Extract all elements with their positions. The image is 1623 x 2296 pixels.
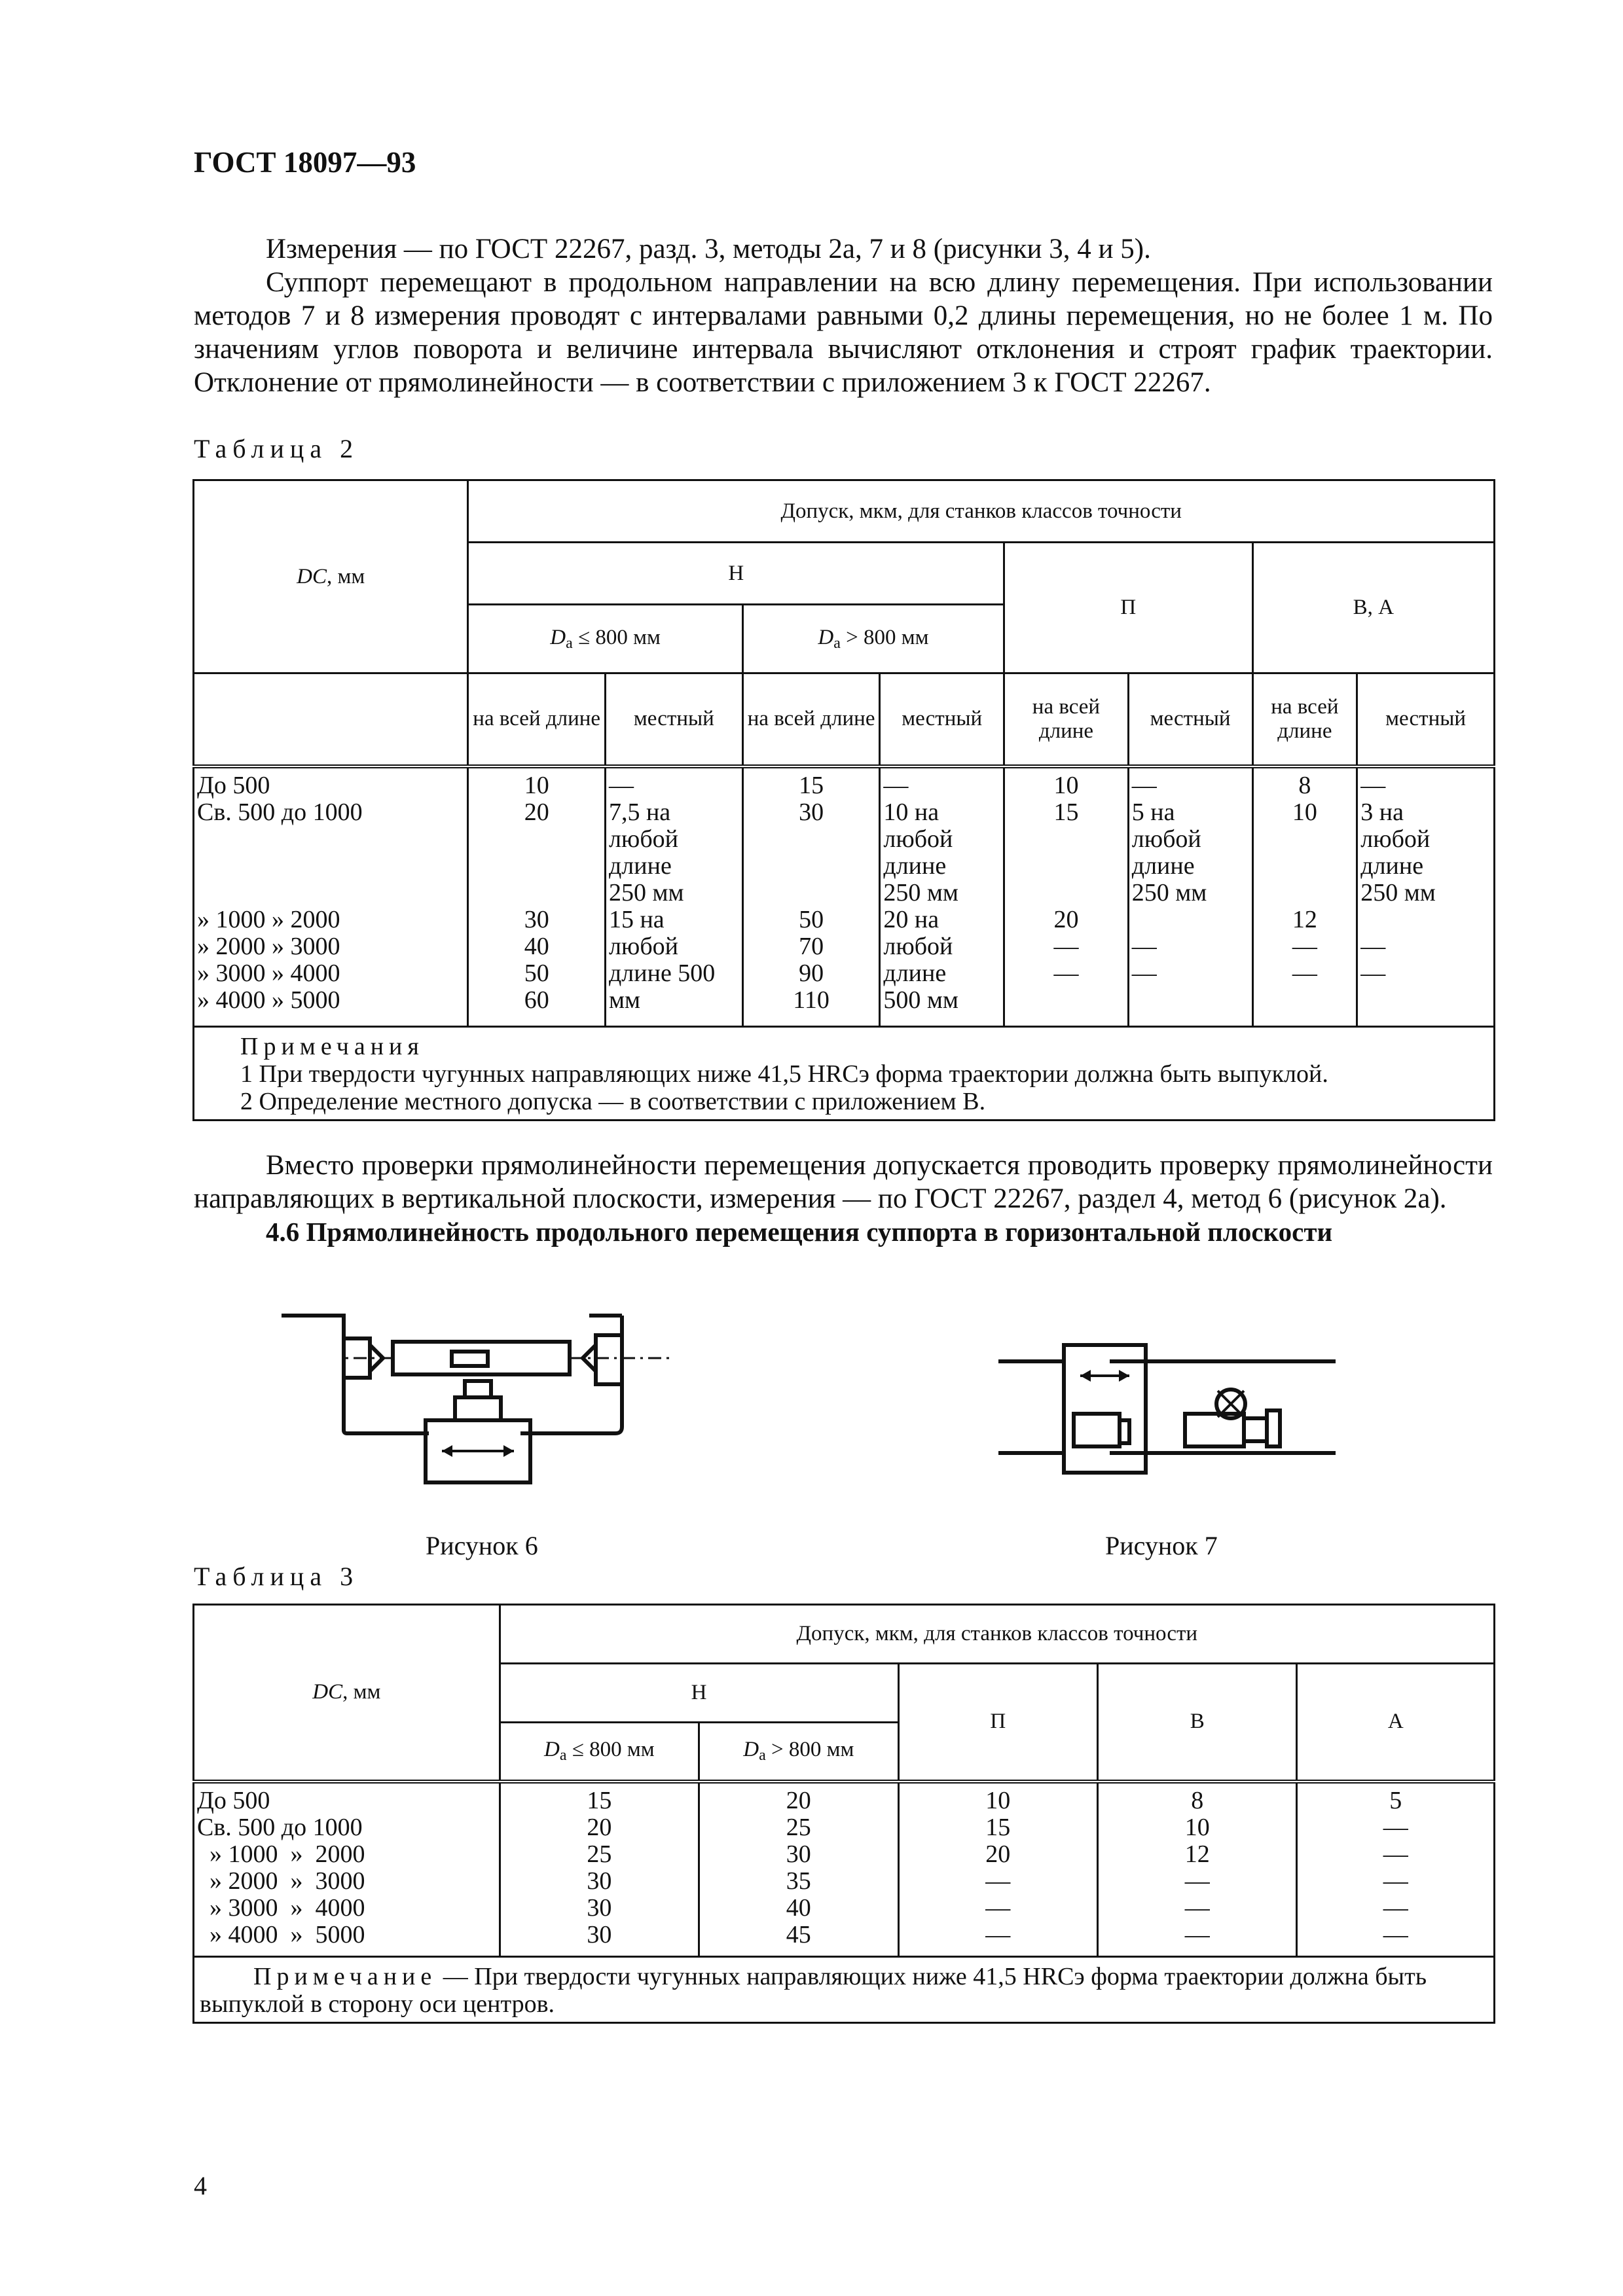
va-local-column: — 3 на любой длине 250 мм — —	[1357, 766, 1495, 1027]
note-label: Примечание	[253, 1963, 437, 1990]
da-le-800-header: $D_a \le 800$ мм	[468, 605, 742, 673]
p-local-column: — 5 на любой длине 250 мм — —	[1128, 766, 1252, 1027]
full-length-header: на всей длине	[468, 673, 606, 766]
table2-caption: Таблица 2	[194, 434, 359, 463]
dc-header: DC, мм	[194, 480, 468, 673]
a-column: 5 — — — — —	[1297, 1782, 1495, 1957]
full-length-header: на всей длине	[742, 673, 880, 766]
class-h-header: Н	[500, 1664, 898, 1723]
local-header: местный	[1128, 673, 1252, 766]
table2-notes	[194, 1027, 1495, 1121]
p-full-column: 10 15 20 — —	[1004, 766, 1129, 1027]
page-number: 4	[194, 2171, 207, 2200]
table3-caption: Таблица 3	[194, 1562, 359, 1591]
h2-column: 20 25 30 35 40 45	[699, 1782, 898, 1957]
dc-column: До 500 Св. 500 до 1000 » 1000 » 2000 » 2000 » 3000 » 3000 » 4000 » 4000 » 5000	[194, 1782, 500, 1957]
figure-6-caption: Рисунок 6	[426, 1531, 538, 1560]
va-full-column: 8 10 12 — —	[1252, 766, 1357, 1027]
h1-full-column: 10 20 30 40 50 60	[468, 766, 606, 1027]
da-gt-800-header: $D_a > 800$ мм	[742, 605, 1004, 673]
table3	[192, 1604, 1495, 2024]
table3-note	[194, 1957, 1495, 2023]
local-header: местный	[1357, 673, 1495, 766]
figure-7-caption: Рисунок 7	[1105, 1531, 1218, 1560]
h2-local-column: — 10 на любой длине 250 мм 20 на любой длине 500 мм	[880, 766, 1004, 1027]
tolerance-header: Допуск, мкм, для станков классов точности	[468, 480, 1495, 543]
note-2: 2 Определение местного допуска — в соответствии с приложением В.	[240, 1088, 986, 1115]
table2	[192, 479, 1495, 1121]
class-va-header: В, А	[1252, 543, 1494, 673]
procedure-paragraph: Суппорт перемещают в продольном направлении на всю длину перемещения. При использовании методов 7 и 8 измерения проводят с интервалами равными 0,2 длины перемещения, но не более 1 м. По значениям углов поворота и величине интервала вычисляют отклонения и строят график траектории. Отклонение от прямолинейности — в соответствии с приложением 3 к ГОСТ 22267.	[194, 267, 1493, 398]
h1-local-column: — 7,5 на любой длине 250 мм 15 на любой длине 500 мм	[605, 766, 742, 1027]
section-4-6-heading: 4.6 Прямолинейность продольного перемещения суппорта в горизонтальной плоскости	[266, 1217, 1333, 1247]
h2-full-column: 15 30 50 70 90 110	[742, 766, 880, 1027]
v-column: 8 10 12 — — —	[1098, 1782, 1297, 1957]
full-length-header: на всей длине	[1252, 673, 1357, 766]
middle-text	[194, 1149, 1493, 1249]
note-text: — При твердости чугунных направляющих ниже 41,5 HRCэ форма траектории должна быть выпуклой в сторону оси центров.	[200, 1963, 1427, 2018]
intro-text	[194, 232, 1493, 399]
da-gt-800-header: $D_a > 800$ мм	[699, 1723, 898, 1782]
alternative-check-paragraph: Вместо проверки прямолинейности перемещения допускается проводить проверку прямолинейности направляющих в вертикальной плоскости, измерения — по ГОСТ 22267, раздел 4, метод 6 (рисунок 2а).	[194, 1150, 1493, 1214]
dc-header: DC, мм	[194, 1605, 500, 1782]
measurement-paragraph: Измерения — по ГОСТ 22267, разд. 3, методы 2а, 7 и 8 (рисунки 3, 4 и 5).	[266, 234, 1151, 264]
class-p-header: П	[898, 1664, 1097, 1782]
da-le-800-header: $D_a \le 800$ мм	[500, 1723, 699, 1782]
figure-7-diagram	[995, 1332, 1342, 1489]
figure-6-diagram	[275, 1299, 694, 1496]
p-column: 10 15 20 — — —	[898, 1782, 1097, 1957]
notes-title: Примечания	[240, 1033, 424, 1060]
local-header: местный	[605, 673, 742, 766]
class-h-header: Н	[468, 543, 1004, 605]
class-a-header: А	[1297, 1664, 1495, 1782]
note-1: 1 При твердости чугунных направляющих ниже 41,5 HRCэ форма траектории должна быть выпуклой.	[240, 1060, 1328, 1088]
class-v-header: В	[1098, 1664, 1297, 1782]
dc-subheader-blank	[194, 673, 468, 766]
h1-column: 15 20 25 30 30 30	[500, 1782, 699, 1957]
dc-column: До 500 Св. 500 до 1000 » 1000 » 2000 » 2000 » 3000 » 3000 » 4000 » 4000 » 5000	[194, 766, 468, 1027]
full-length-header: на всей длине	[1004, 673, 1129, 766]
document-header: ГОСТ 18097—93	[194, 146, 416, 179]
class-p-header: П	[1004, 543, 1252, 673]
tolerance-header: Допуск, мкм, для станков классов точности	[500, 1605, 1494, 1664]
local-header: местный	[880, 673, 1004, 766]
